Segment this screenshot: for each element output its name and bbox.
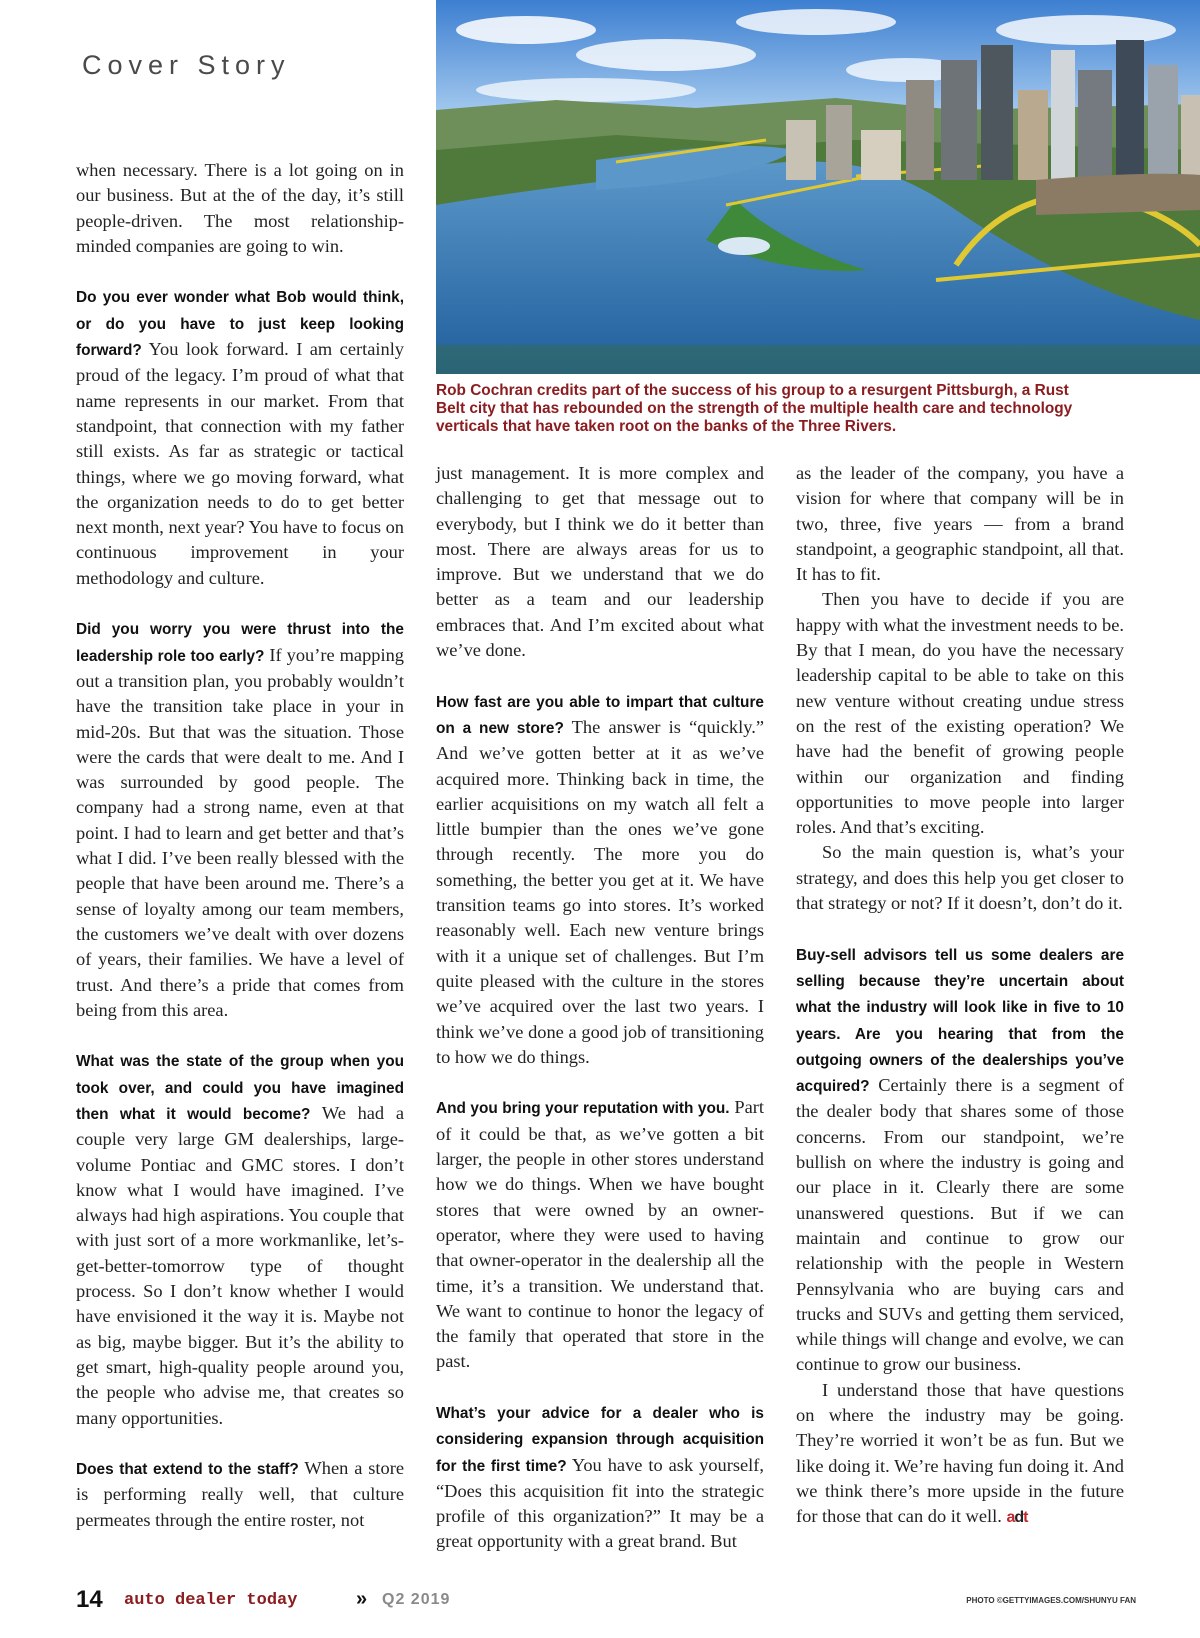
end-mark-a: a (1006, 1509, 1015, 1527)
answer: If you’re mapping out a transition plan, you probably wouldn’t have the transition take place in your in mid-20s. But that was the situation. Those were the cards that were dealt to me. And I was surrounded by good people. The company had a strong name, even at that point. I had to learn and get better and that’s what I did. I’ve been really blessed with the people that have been around me. There’s a sense of loyalty among our team members, the customers we’ve dealt with over dozens of years, their families. We have a level of trust. And there’s a pride that comes from being from this area. (76, 644, 404, 1020)
article-column-2 (436, 461, 764, 1555)
article-column-3 (796, 461, 1124, 1530)
issue-label: Q2 2019 (382, 1591, 451, 1608)
qa-paragraph (436, 1095, 764, 1374)
pittsburgh-photo (436, 0, 1200, 374)
qa-paragraph (436, 689, 764, 1070)
qa-paragraph (76, 616, 404, 1023)
end-mark-icon (1006, 1509, 1027, 1526)
closing-text: I understand those that have questions on where the industry may be going. They’re worried it won’t be as fun. But we like doing it. We’re having fun doing it. And we think there’s more upside in the future for those that can do it well. (796, 1379, 1124, 1527)
answer: You have to ask yourself, “Does this acquisition fit into the strategic profile of this organization?” It may be a great opportunity with a great brand. But (436, 1454, 764, 1552)
qa-paragraph (76, 1456, 404, 1533)
question: And you bring your reputation with you. (436, 1100, 730, 1118)
photo-caption: Rob Cochran credits part of the success of his group to a resurgent Pittsburgh, a Rust Belt city that has rebounded on the strength of the multiple health care and technology verticals that have taken root on the banks of the Three Rivers. (436, 382, 1073, 435)
paragraph (796, 1378, 1124, 1531)
question: Buy-sell advisors tell us some dealers are selling because they’re uncertain about what the industry will look like in five to 10 years. Are you hearing that from the outgoing owners of the dealerships you’ve acquired? (796, 946, 1124, 1096)
section-label: Cover Story (82, 50, 291, 80)
qa-paragraph (436, 1400, 764, 1555)
page-footer (76, 1586, 1136, 1616)
paragraph: just management. It is more complex and challenging to get that message out to everybody, but I think we do it better than most. There are always areas for us to improve. But we understand that we do better as a team and our leadership embraces that. And I’m excited about what we’ve done. (436, 463, 764, 661)
page-number: 14 (76, 1586, 103, 1613)
question: What was the state of the group when you took over, and could you have imagined then what it would become? (76, 1053, 404, 1123)
answer: The answer is “quickly.” And we’ve gotten better at it as we’ve acquired more. Thinking back in time, the earlier acquisitions on my watch all felt a little bumpier than the ones we’ve gone through recently. The more you do something, the better you get at it. We have transition teams go into stores. It’s worked reasonably well. Each new venture brings with it a unique set of challenges. But I’m quite pleased with the culture in the stores we’ve acquired over the last two years. I think we’ve done a good job of transitioning to how we do things. (436, 716, 764, 1067)
question: Do you ever wonder what Bob would think, or do you have to just keep looking forward? (76, 289, 404, 360)
question: What’s your advice for a dealer who is considering expansion through acquisition for the first time? (436, 1404, 764, 1475)
qa-paragraph (796, 942, 1124, 1378)
paragraph: So the main question is, what’s your strategy, and does this help you get closer to that strategy or not? If it doesn’t, don’t do it. (796, 842, 1124, 914)
paragraph: as the leader of the company, you have a vision for where that company will be in two, three, five years — from a brand standpoint, a geographic standpoint, all that. It has to fit. (796, 463, 1124, 585)
question: Does that extend to the staff? (76, 1461, 299, 1479)
answer: You look forward. I am certainly proud of the legacy. I’m proud of what that name represents in our market. From that standpoint, that connection with my father still exists. As far as strategic or tactical things, where we go moving forward, what the organization needs to do to get better next month, next year? You have to focus on continuous improvement in your methodology and culture. (76, 339, 404, 588)
qa-paragraph (76, 1048, 404, 1430)
answer: When a store is performing really well, that culture permeates through the entire roster, not (76, 1458, 404, 1530)
answer: We had a couple very large GM dealerships, large-volume Pontiac and GMC stores. I don’t know what I would have imagined. I’ve always had high aspirations. You couple that with just sort of a more workmanlike, let’s-get-better-tomorrow type of thought process. So I don’t know whether I would have envisioned it the way it is. Maybe not as big, maybe bigger. But it’s the ability to get smart, high-quality people around you, the people who advise me, that creates so many opportunities. (76, 1102, 404, 1428)
question: Did you worry you were thrust into the leadership role too early? (76, 621, 404, 665)
end-mark-d: d (1014, 1509, 1024, 1527)
paragraph: Then you have to decide if you are happy with what the investment needs to be. By that I mean, do you have the necessary leadership capital to be able to take on this new venture without creating undue stress on the rest of the existing operation? We have had the benefit of growing people within our organization and finding opportunities to move people into larger roles. And that’s exciting. (796, 589, 1124, 838)
photo-credit: PHOTO ©GETTYIMAGES.COM/SHUNYU FAN (966, 1596, 1136, 1605)
question: How fast are you able to impart that culture on a new store? (436, 693, 764, 737)
chevron-icon: » (356, 1588, 368, 1610)
magazine-name: auto dealer today (124, 1591, 298, 1610)
answer: Certainly there is a segment of the dealer body that shares some of those concerns. From our standpoint, we’re bullish on where the industry is going and our place in it. Clearly there are some unanswered questions. But if we can maintain and continue to grow our relationship with the people in Western Pennsylvania who are buying cars and trucks and SUVs and getting them serviced, while things will change and evolve, we can continue to grow our business. (796, 1075, 1124, 1375)
answer: Part of it could be that, as we’ve gotten a bit larger, the people in other stores understand how we do things. When we have bought stores that were owned by an owner-operator, where they were used to having that owner-operator in the dealership all the time, it’s a transition. We understand that. We want to continue to honor the legacy of the family that operated that store in the past. (436, 1097, 764, 1372)
qa-paragraph (76, 284, 404, 591)
article-column-1 (76, 158, 404, 1533)
paragraph: when necessary. There is a lot going on in our business. But at the of the day, it’s still people-driven. The most relationship-minded companies are going to win. (76, 160, 404, 256)
end-mark-t: t (1023, 1509, 1028, 1527)
